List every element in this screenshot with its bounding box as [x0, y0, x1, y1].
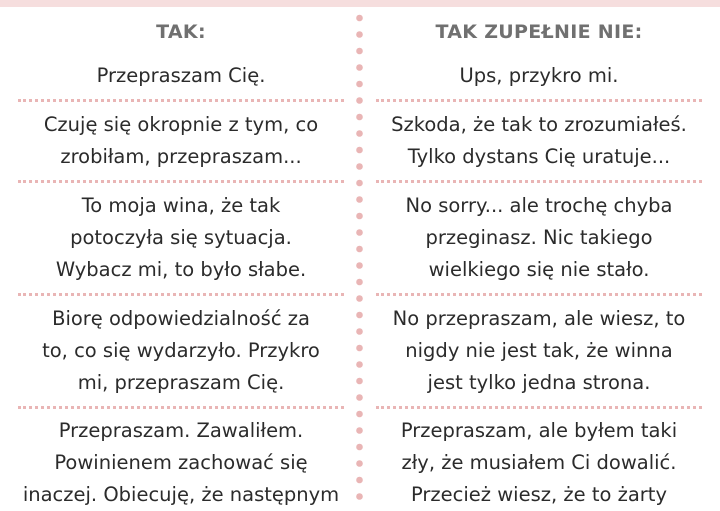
row-line: wielkiego się nie stało.	[428, 258, 650, 281]
separator-dot	[356, 460, 363, 467]
center-dots-svg	[355, 14, 364, 500]
row-line: inaczej. Obiecuję, że następnym	[22, 483, 340, 506]
row-line: Przepraszam Cię.	[96, 64, 266, 87]
row-line: Przepraszam. Zawaliłem.	[58, 419, 304, 442]
separator-dot	[356, 493, 363, 500]
separator-dot	[356, 246, 363, 253]
separator-dot	[356, 262, 363, 269]
row-line: To moja wina, że tak	[81, 194, 281, 217]
row-line: Tylko dystans Cię uratuje...	[407, 145, 671, 168]
separator-dot	[356, 81, 363, 88]
separator-dot	[356, 147, 363, 154]
row-line: No sorry... ale trochę chyba	[405, 194, 673, 217]
row-line: zrobiłam, przepraszam...	[60, 145, 302, 168]
separator-dot	[356, 444, 363, 451]
row-line: potoczyła się sytuacja.	[70, 226, 292, 249]
separator-dot	[356, 229, 363, 236]
separator-dot	[356, 97, 363, 104]
list-item	[6, 183, 356, 293]
separator-dot	[356, 64, 363, 71]
separator-dot	[356, 361, 363, 368]
separator-dot	[356, 130, 363, 137]
separator-dot	[356, 328, 363, 335]
row-line: Czuję się okropnie z tym, co	[43, 113, 319, 136]
separator-dot	[356, 213, 363, 220]
separator-dot	[356, 378, 363, 385]
row-line: przeginasz. Nic takiego	[425, 226, 653, 249]
separator-dot	[356, 163, 363, 170]
separator-dot	[356, 345, 363, 352]
separator-dot	[356, 312, 363, 319]
list-item	[364, 183, 714, 293]
separator-dot	[356, 31, 363, 38]
row-line: nigdy nie jest tak, że winna	[405, 339, 673, 362]
list-item	[364, 409, 714, 509]
column-yes	[6, 7, 356, 509]
row-line: zły, że musiałem Ci dowalić.	[401, 451, 677, 474]
separator-dot	[356, 15, 363, 22]
row-line: Wybacz mi, to było słabe.	[55, 258, 307, 281]
list-item	[364, 102, 714, 180]
separator-dot	[356, 477, 363, 484]
list-item	[6, 57, 356, 95]
row-line: jest tylko jedna strona.	[427, 371, 651, 394]
list-item	[6, 296, 356, 406]
row-line: Szkoda, że tak to zrozumiałeś.	[391, 113, 687, 136]
separator-dot	[356, 295, 363, 302]
row-line: Przecież wiesz, że to żarty	[411, 483, 667, 506]
row-line: mi, przepraszam Cię.	[77, 371, 285, 394]
separator-dot	[356, 114, 363, 121]
row-line: to, co się wydarzyło. Przykro	[42, 339, 320, 362]
separator-dot	[356, 48, 363, 55]
separator-dot	[356, 196, 363, 203]
column-heading-yes: TAK:	[156, 21, 206, 43]
row-line: No przepraszam, ale wiesz, to	[392, 307, 686, 330]
row-line: Ups, przykro mi.	[459, 64, 619, 87]
list-item	[6, 409, 356, 509]
top-band	[0, 0, 720, 7]
separator-dot	[356, 394, 363, 401]
separator-dot	[356, 411, 363, 418]
list-item	[6, 102, 356, 180]
column-heading-no: TAK ZUPEŁNIE NIE:	[435, 21, 643, 43]
separator-dot	[356, 279, 363, 286]
row-line: Przepraszam, ale byłem taki	[400, 419, 678, 442]
center-dotted-separator	[355, 14, 364, 500]
list-item	[364, 57, 714, 95]
column-no	[364, 7, 714, 509]
separator-dot	[356, 427, 363, 434]
row-line: Biorę odpowiedzialność za	[52, 307, 310, 330]
row-line: Powinienem zachować się	[54, 451, 308, 474]
separator-dot	[356, 180, 363, 187]
list-item	[364, 296, 714, 406]
